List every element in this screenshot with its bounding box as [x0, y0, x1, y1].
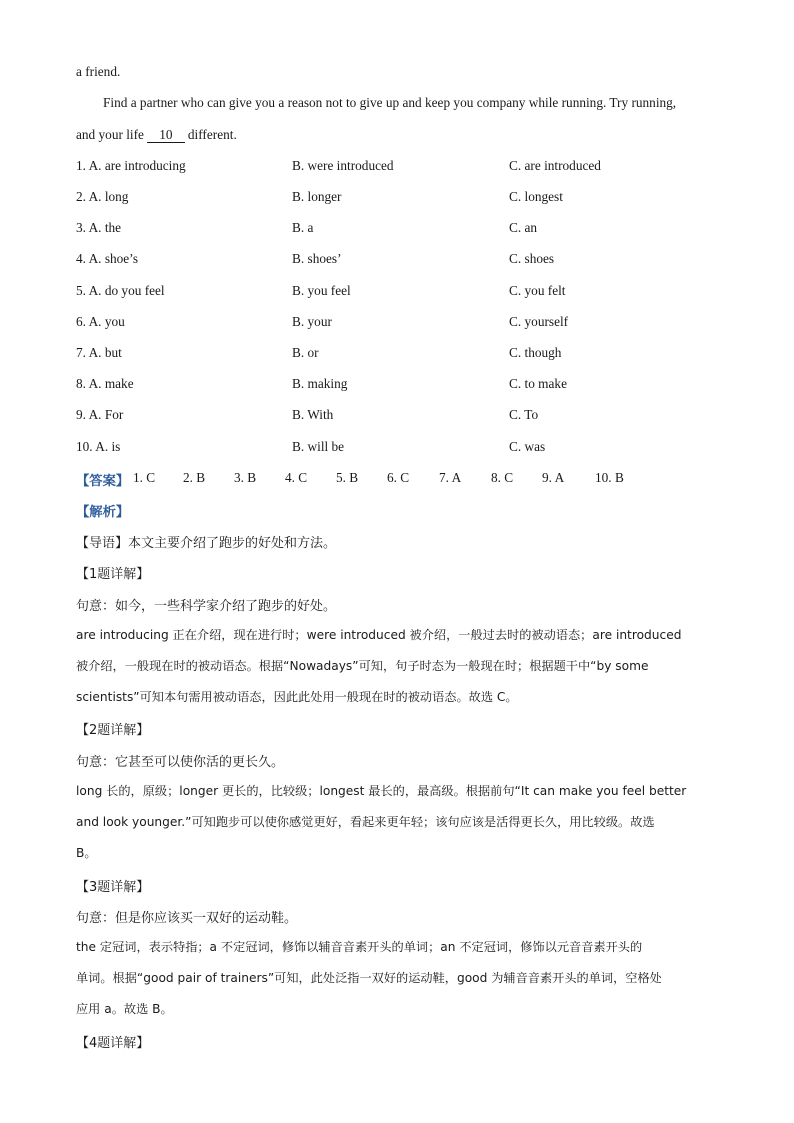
option-a: 2. A. long: [76, 189, 129, 204]
option-b: B. you feel: [292, 283, 351, 298]
answer-item: 8. C: [491, 470, 514, 485]
option-b: B. a: [292, 220, 314, 235]
option-c: C. to make: [509, 376, 567, 391]
option-a: 10. A. is: [76, 439, 121, 454]
answer-item: 4. C: [285, 470, 308, 485]
passage-line-3-pre: and your life: [76, 127, 144, 142]
option-a: 7. A. but: [76, 345, 122, 360]
option-a: 1. A. are introducing: [76, 158, 186, 173]
answer-item: 10. B: [595, 470, 624, 485]
option-b: B. making: [292, 376, 348, 391]
passage-line-1: a friend.: [76, 64, 121, 79]
intro-text: 【导语】本文主要介绍了跑步的好处和方法。: [76, 536, 337, 551]
blank-10: 10: [147, 128, 184, 143]
answer-item: 5. B: [336, 470, 359, 485]
option-b: B. With: [292, 407, 334, 422]
option-c: C. are introduced: [509, 158, 601, 173]
q2-line-3: B。: [76, 846, 97, 860]
passage-line-2: Find a partner who can give you a reason not to give up and keep you company while running. Try running,: [103, 95, 677, 110]
option-c: C. an: [509, 220, 538, 235]
option-b: B. or: [292, 345, 319, 360]
q2-line-1: long 长的，原级；longer 更长的，比较级；longest 最长的，最高级。根据前句“It can make you feel better: [76, 784, 687, 798]
answer-item: 3. B: [234, 470, 257, 485]
q1-line-1: are introducing 正在介绍，现在进行时；were introduced 被介绍，一般过去时的被动语态；are introduced: [76, 628, 682, 642]
option-b: B. will be: [292, 439, 345, 454]
q4-heading: 【4题详解】: [76, 1036, 150, 1051]
analysis-label: 【解析】: [76, 505, 130, 520]
answer-item: 7. A: [439, 470, 462, 485]
q2-heading: 【2题详解】: [76, 723, 150, 738]
option-b: B. longer: [292, 189, 342, 204]
answer-item: 6. C: [387, 470, 410, 485]
answer-item: 2. B: [183, 470, 206, 485]
answer-item: 9. A: [542, 470, 565, 485]
q3-meaning: 句意：但是你应该买一双好的运动鞋。: [76, 911, 298, 926]
q3-line-1: the 定冠词，表示特指；a 不定冠词，修饰以辅音音素开头的单词；an 不定冠词，修饰以元音音素开头的: [76, 940, 643, 954]
option-c: C. was: [509, 439, 546, 454]
option-c: C. you felt: [509, 283, 566, 298]
option-b: B. were introduced: [292, 158, 394, 173]
option-c: C. yourself: [509, 314, 569, 329]
answer-item: 1. C: [133, 470, 156, 485]
option-b: B. your: [292, 314, 332, 329]
q3-line-3: 应用 a。故选 B。: [76, 1002, 173, 1016]
q2-line-2: and look younger.”可知跑步可以使你感觉更好，看起来更年轻；该句应该是活得更长久，用比较级。故选: [76, 815, 655, 829]
option-b: B. shoes’: [292, 251, 342, 266]
option-c: C. longest: [509, 189, 563, 204]
option-c: C. To: [509, 407, 539, 422]
q1-line-2: 被介绍，一般现在时的被动语态。根据“Nowadays”可知，句子时态为一般现在时；根据题干中“by some: [76, 659, 649, 673]
q1-meaning: 句意：如今，一些科学家介绍了跑步的好处。: [76, 599, 337, 614]
option-a: 3. A. the: [76, 220, 122, 235]
option-a: 6. A. you: [76, 314, 125, 329]
passage-line-3-post: different.: [187, 127, 237, 142]
passage-line-3: [76, 127, 237, 143]
q2-meaning: 句意：它甚至可以使你活的更长久。: [76, 755, 285, 770]
option-c: C. shoes: [509, 251, 555, 266]
q1-line-3: scientists”可知本句需用被动语态，因此此处用一般现在时的被动语态。故选 C。: [76, 690, 518, 704]
option-a: 5. A. do you feel: [76, 283, 165, 298]
answer-label: 【答案】: [76, 474, 130, 489]
q3-line-2: 单词。根据“good pair of trainers”可知，此处泛指一双好的运动鞋，good 为辅音音素开头的单词，空格处: [76, 971, 662, 985]
option-a: 4. A. shoe’s: [76, 251, 139, 266]
option-a: 8. A. make: [76, 376, 134, 391]
q3-heading: 【3题详解】: [76, 880, 150, 895]
option-a: 9. A. For: [76, 407, 124, 422]
option-c: C. though: [509, 345, 562, 360]
q1-heading: 【1题详解】: [76, 567, 150, 582]
